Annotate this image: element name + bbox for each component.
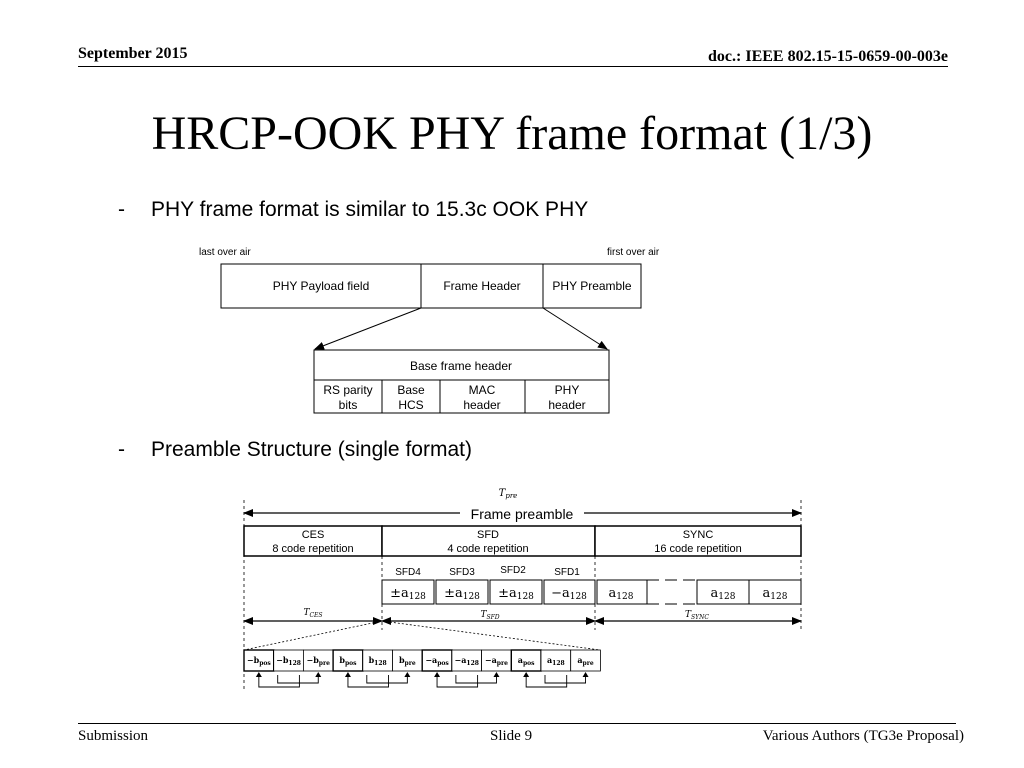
sync-code-first: a128 — [608, 586, 634, 602]
phy-preamble-label: PHY Preamble — [552, 279, 632, 293]
t-sfd-label: $T_{SFD}$ — [480, 610, 500, 621]
sfd4-label: SFD4 — [395, 567, 421, 578]
mac-header-label-1: MAC — [468, 383, 496, 397]
ces-code-label: $b_{128}$ — [368, 655, 387, 667]
ces-code-label: $a_{pre}$ — [577, 655, 594, 667]
bullet-dash: - — [118, 438, 125, 461]
zoom-line-left — [244, 621, 382, 650]
cyclic-copy-arrowhead — [345, 672, 351, 677]
header-doc-id: doc.: IEEE 802.15-15-0659-00-003e — [708, 48, 948, 65]
sync-label: SYNC — [682, 529, 714, 541]
sync-code-last: a128 — [762, 586, 788, 602]
ces-code-label: $a_{128}$ — [546, 655, 565, 667]
header-date: September 2015 — [78, 45, 188, 62]
cyclic-copy-arrowhead — [256, 672, 262, 677]
ces-code-label: $b_{pre}$ — [398, 655, 416, 667]
ces-code-label: $-a_{128}$ — [454, 655, 479, 667]
bullet-dash: - — [118, 198, 125, 221]
base-frame-header-label: Base frame header — [409, 359, 513, 373]
footer-slide-number: Slide 9 — [490, 728, 533, 744]
preamble-structure-diagram — [244, 488, 801, 690]
phy-payload-field-label: PHY Payload field — [272, 279, 370, 293]
sfd3-code: ±a128 — [444, 586, 480, 602]
first-over-air-label: first over air — [607, 247, 660, 258]
cyclic-copy-connector — [348, 675, 389, 687]
cyclic-copy-connector — [456, 675, 497, 683]
ces-code-label: $-a_{pos}$ — [425, 655, 449, 667]
sync-omitted-dashed — [647, 580, 697, 604]
sfd1-label: SFD1 — [554, 567, 580, 578]
sfd-label: SFD — [477, 529, 499, 541]
ces-code-label: $b_{pos}$ — [339, 655, 357, 667]
last-over-air-label: last over air — [199, 247, 251, 258]
cyclic-copy-arrowhead — [434, 672, 440, 677]
frame-header-label: Frame Header — [443, 279, 521, 293]
cyclic-copy-connector — [367, 675, 408, 683]
t-pre-label: $T_{pre}$ — [498, 488, 518, 500]
footer-authors: Various Authors (TG3e Proposal) — [762, 728, 964, 744]
sfd1-code: −a128 — [551, 586, 587, 602]
sync-desc: 16 code repetition — [654, 543, 742, 555]
ces-desc: 8 code repetition — [272, 543, 354, 555]
frame-preamble-label: Frame preamble — [470, 506, 574, 522]
cyclic-copy-arrowhead — [315, 672, 321, 677]
cyclic-copy-arrowhead — [404, 672, 410, 677]
expand-arrow-right — [543, 308, 607, 349]
cyclic-copy-connector — [526, 675, 567, 687]
phy-frame-diagram — [199, 247, 660, 413]
cyclic-copy-arrowhead — [493, 672, 499, 677]
ces-code-label: $a_{pos}$ — [517, 655, 535, 667]
sfd2-label: SFD2 — [500, 565, 526, 576]
mac-header-label-2: header — [463, 398, 501, 412]
rs-parity-label-2: bits — [338, 398, 358, 412]
phy-header-label-1: PHY — [554, 383, 580, 397]
zoom-line-right — [382, 621, 600, 650]
sfd2-code: ±a128 — [498, 586, 534, 602]
ces-label: CES — [301, 529, 325, 541]
ces-code-label: $-b_{pos}$ — [246, 655, 271, 667]
ces-code-sequence — [244, 650, 600, 687]
bullet-text: PHY frame format is similar to 15.3c OOK PHY — [151, 198, 589, 221]
sfd3-label: SFD3 — [449, 567, 475, 578]
ces-code-label: $-b_{128}$ — [276, 655, 301, 667]
sfd4-code: ±a128 — [390, 586, 426, 602]
sfd-desc: 4 code repetition — [447, 543, 529, 555]
slide-title: HRCP-OOK PHY frame format (1/3) — [151, 107, 873, 160]
t-ces-label: $T_{CES}$ — [303, 608, 323, 619]
t-sync-label: $T_{SYNC}$ — [685, 610, 709, 621]
cyclic-copy-connector — [278, 675, 319, 683]
ces-code-label: $-b_{pre}$ — [306, 655, 330, 667]
cyclic-copy-connector — [545, 675, 586, 683]
ces-code-label: $-a_{pre}$ — [484, 655, 508, 667]
rs-parity-label-1: RS parity — [323, 383, 373, 397]
expand-arrow-left — [315, 308, 421, 349]
bullet-text: Preamble Structure (single format) — [151, 438, 472, 461]
cyclic-copy-arrowhead — [523, 672, 529, 677]
sync-code-second: a128 — [710, 586, 736, 602]
cyclic-copy-connector — [437, 675, 478, 687]
phy-header-label-2: header — [548, 398, 586, 412]
footer-submission: Submission — [78, 728, 149, 744]
cyclic-copy-arrowhead — [583, 672, 589, 677]
footer-divider — [78, 723, 956, 724]
cyclic-copy-connector — [259, 675, 300, 687]
base-hcs-label-1: Base — [397, 383, 425, 397]
base-hcs-label-2: HCS — [398, 398, 424, 412]
